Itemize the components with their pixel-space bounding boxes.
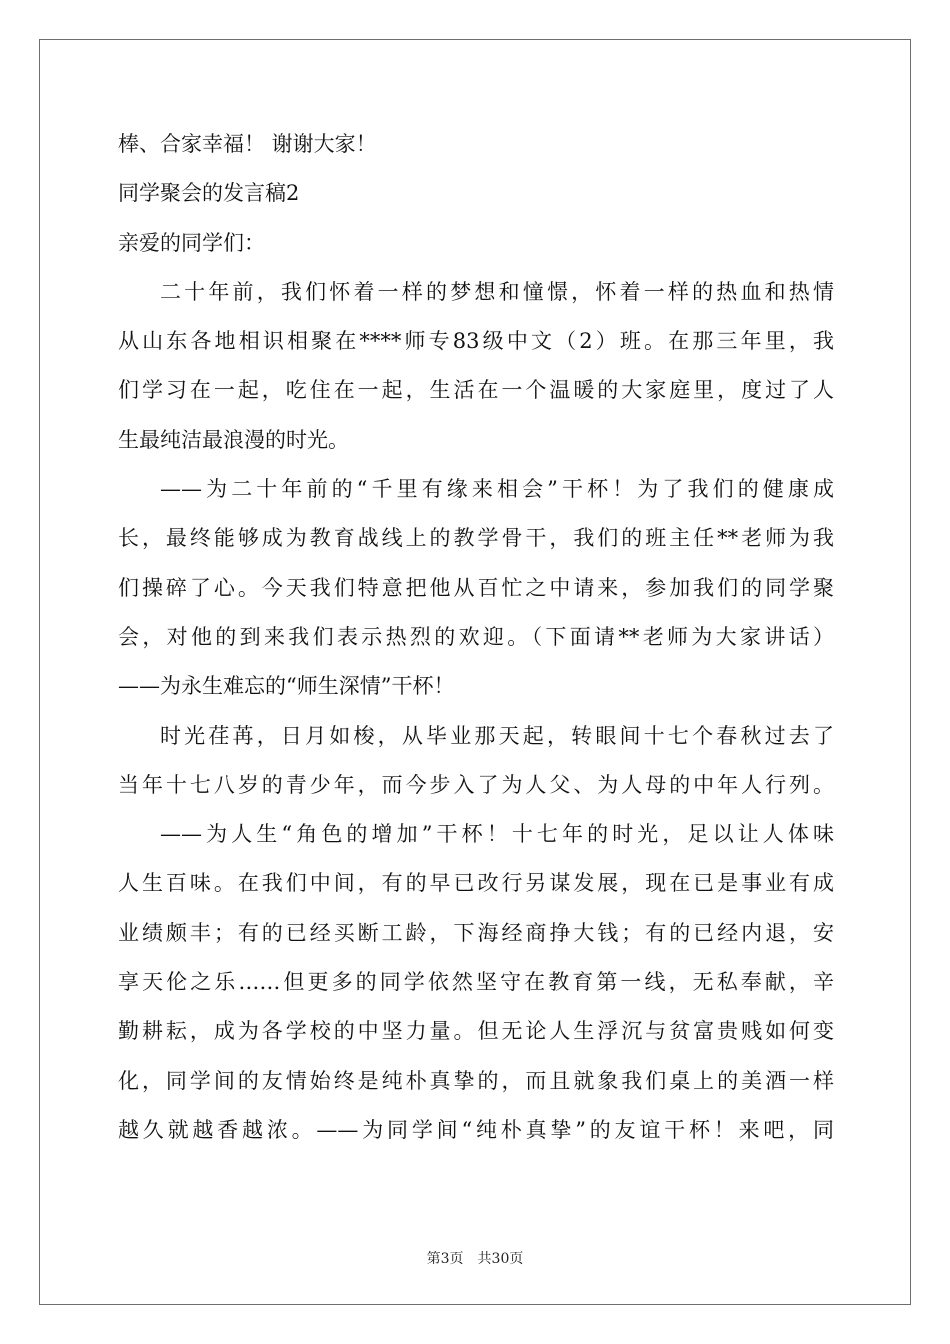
text-line: 从山东各地相识相聚在****师专83级中文（2）班。在那三年里，我 xyxy=(118,329,834,354)
text-line: 当年十七八岁的青少年，而今步入了为人父、为人母的中年人行列。 xyxy=(118,772,834,797)
text-line: 棒、合家幸福！ 谢谢大家！ xyxy=(118,132,377,156)
document-body xyxy=(118,120,834,1155)
text-line: 越久就越香越浓。——为同学间“纯朴真挚”的友谊干杯！来吧，同 xyxy=(118,1117,834,1142)
text-line: 勤耕耘，成为各学校的中坚力量。但无论人生浮沉与贫富贵贱如何变 xyxy=(118,1019,834,1044)
salutation: 亲爱的同学们： xyxy=(118,230,265,255)
text-line: 生最纯洁最浪漫的时光。 xyxy=(118,427,349,452)
text-line: ——为永生难忘的“师生深情”干杯！ xyxy=(118,674,455,699)
text-line: 二十年前，我们怀着一样的梦想和憧憬，怀着一样的热血和热情 xyxy=(160,279,834,304)
text-line: 们操碎了心。今天我们特意把他从百忙之中请来，参加我们的同学聚 xyxy=(118,575,834,600)
text-line: 享天伦之乐……但更多的同学依然坚守在教育第一线，无私奉献，辛 xyxy=(118,970,834,995)
text-line: 时光荏苒，日月如梭，从毕业那天起，转眼间十七个春秋过去了 xyxy=(160,723,834,748)
text-line: 们学习在一起，吃住在一起，生活在一个温暖的大家庭里，度过了人 xyxy=(118,378,834,403)
text-line: ——为人生“角色的增加”干杯！十七年的时光，足以让人体味 xyxy=(160,822,834,847)
text-line: 化，同学间的友情始终是纯朴真挚的，而且就象我们桌上的美酒一样 xyxy=(118,1068,834,1093)
text-line: ——为二十年前的“千里有缘来相会”干杯！为了我们的健康成 xyxy=(160,477,834,502)
text-line: 人生百味。在我们中间，有的早已改行另谋发展，现在已是事业有成 xyxy=(118,871,834,896)
text-line: 长，最终能够成为教育战线上的教学骨干，我们的班主任**老师为我 xyxy=(118,526,834,551)
text-line: 会，对他的到来我们表示热烈的欢迎。（下面请**老师为大家讲话） xyxy=(118,624,834,649)
section-title: 同学聚会的发言稿2 xyxy=(118,181,300,206)
page-footer xyxy=(0,1248,950,1268)
page-number: 第3页 xyxy=(426,1251,464,1267)
page-total: 共30页 xyxy=(477,1251,524,1267)
text-line: 业绩颇丰；有的已经买断工龄，下海经商挣大钱；有的已经内退，安 xyxy=(118,920,834,945)
